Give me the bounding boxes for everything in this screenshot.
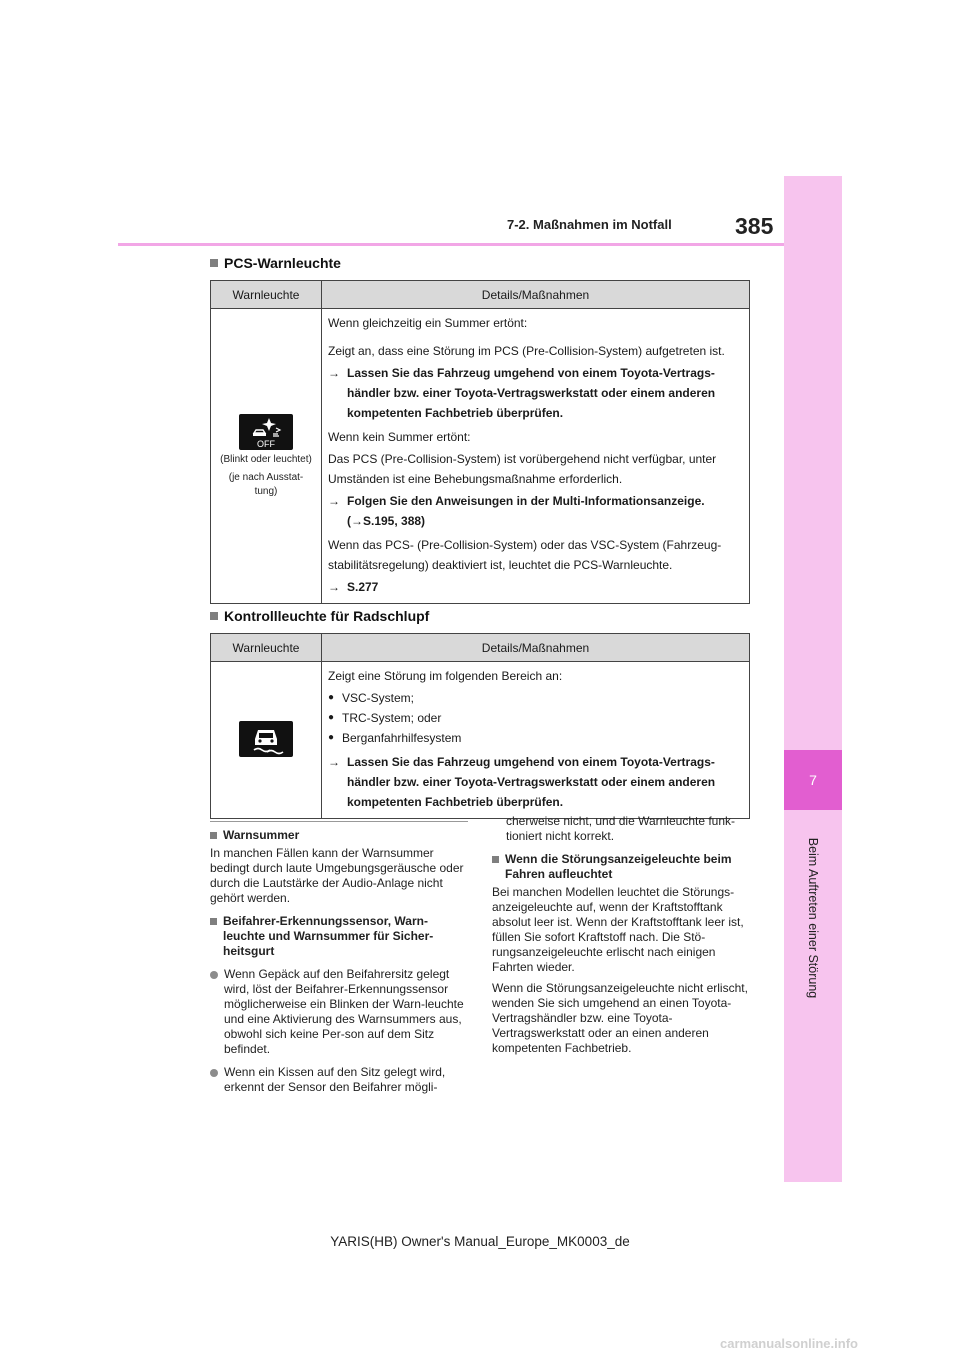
section-title: 7-2. Maßnahmen im Notfall bbox=[507, 217, 672, 232]
action-line bbox=[328, 363, 743, 423]
action-text: Folgen Sie den Anweisungen in der Multi-Informationsanzeige. (→S.195, 388) bbox=[347, 494, 705, 528]
action-text: Lassen Sie das Fahrzeug umgehend von einem Toyota-Vertrags-händler bzw. einer Toyota-Vertragswerkstatt oder einem anderen kompetenten Fachbetrieb überprüfen. bbox=[347, 366, 716, 420]
icon-caption: tung) bbox=[254, 485, 278, 497]
svg-text:OFF: OFF bbox=[257, 438, 275, 449]
list-item-text: Berganfahrhilfesystem bbox=[342, 731, 462, 745]
note-square-icon bbox=[492, 856, 499, 863]
note-heading bbox=[492, 852, 750, 882]
table-row bbox=[211, 309, 750, 604]
arrow-icon: → bbox=[328, 755, 340, 769]
section-heading-text: Kontrollleuchte für Radschlupf bbox=[224, 608, 430, 624]
details-cell bbox=[322, 662, 750, 819]
arrow-icon: → bbox=[328, 580, 340, 594]
column-header: Details/Maßnahmen bbox=[322, 634, 750, 662]
note-square-icon bbox=[210, 918, 217, 925]
bullet-icon: ● bbox=[328, 712, 335, 723]
detail-text: Wenn das PCS- (Pre-Collision-System) oder das VSC-System (Fahrzeug-stabilitätsregelung) deaktiviert ist, leuchtet die PCS-Warnleuchte. bbox=[328, 538, 722, 572]
bullet-circle-icon bbox=[210, 1069, 218, 1077]
note-text: Bei manchen Modellen leuchtet die Störungs-anzeigeleuchte auf, wenn der Kraftstofftank absolut leer ist. Wenn der Kraftstofftank leer ist, füllen Sie sofort Kraftstoff nach. Die Stö-rungsanzeigeleuchte erlischt nach einigen Fahrten wieder. bbox=[492, 885, 744, 974]
table-header-row bbox=[211, 281, 750, 309]
slip-indicator-icon bbox=[239, 721, 293, 757]
note-heading bbox=[210, 828, 468, 843]
icon-caption: (Blinkt oder leuchtet) bbox=[220, 453, 312, 465]
action-line bbox=[328, 577, 743, 597]
header-rule bbox=[118, 243, 784, 246]
notes-divider bbox=[210, 821, 468, 822]
heading-square-icon bbox=[210, 259, 218, 267]
note-heading-text: Beifahrer-Erkennungssensor, Warn-leuchte und Warnsummer für Sicher-heitsgurt bbox=[223, 914, 434, 958]
details-cell bbox=[322, 309, 750, 604]
column-header: Details/Maßnahmen bbox=[322, 281, 750, 309]
notes-right-column bbox=[492, 814, 750, 1062]
note-heading-text: Wenn die Störungsanzeigeleuchte beim Fahren aufleuchtet bbox=[505, 852, 732, 881]
icon-cell bbox=[211, 309, 322, 604]
detail-text: Das PCS (Pre-Collision-System) ist vorübergehend nicht verfügbar, unter Umständen ist eine Behebungsmaßnahme erforderlich. bbox=[328, 452, 717, 486]
list-item-text: TRC-System; oder bbox=[342, 711, 442, 725]
note-text: In manchen Fällen kann der Warnsummer bedingt durch laute Umgebungsgeräusche oder durch die Lautstärke der Audio-Anlage nicht gehört werden. bbox=[210, 846, 464, 905]
list-item-text: VSC-System; bbox=[342, 691, 415, 705]
action-line bbox=[328, 491, 743, 531]
side-tab bbox=[784, 176, 842, 1182]
column-header: Warnleuchte bbox=[211, 634, 322, 662]
chapter-number: 7 bbox=[784, 750, 842, 810]
section-heading-slip bbox=[210, 608, 429, 624]
action-line bbox=[328, 752, 743, 812]
footer-text: YARIS(HB) Owner's Manual_Europe_MK0003_de bbox=[330, 1234, 630, 1249]
section-heading-pcs bbox=[210, 255, 341, 271]
pcs-table bbox=[210, 280, 750, 604]
note-bullet-text: Wenn ein Kissen auf den Sitz gelegt wird, erkennt der Sensor den Beifahrer mögli- bbox=[224, 1065, 446, 1094]
note-heading-text: Warnsummer bbox=[223, 828, 300, 842]
detail-text: Wenn kein Summer ertönt: bbox=[328, 430, 471, 444]
bullet-icon: ● bbox=[328, 732, 335, 743]
arrow-icon: → bbox=[328, 366, 340, 380]
action-text: S.277 bbox=[347, 580, 379, 594]
watermark: carmanualsonline.info bbox=[720, 1336, 858, 1351]
note-heading bbox=[210, 914, 468, 959]
list-item bbox=[328, 688, 743, 708]
section-heading-text: PCS-Warnleuchte bbox=[224, 255, 341, 271]
table-header-row bbox=[211, 634, 750, 662]
chapter-label: Beim Auftreten einer Störung bbox=[806, 837, 820, 999]
note-bullet bbox=[210, 1065, 468, 1095]
heading-square-icon bbox=[210, 612, 218, 620]
pcs-off-icon bbox=[239, 414, 293, 450]
table-row bbox=[211, 662, 750, 819]
note-text: cherweise nicht, und die Warnleuchte funk-tioniert nicht korrekt. bbox=[506, 814, 736, 843]
action-text: Lassen Sie das Fahrzeug umgehend von einem Toyota-Vertrags-händler bzw. einer Toyota-Vertragswerkstatt oder einem anderen kompetenten Fachbetrieb überprüfen. bbox=[347, 755, 716, 809]
note-text: Wenn die Störungsanzeigeleuchte nicht erlischt, wenden Sie sich umgehend an einen Toyota-Vertragshändler bzw. eine Toyota-Vertragswerkstatt oder an einen anderen kompetenten Fachbetrieb. bbox=[492, 981, 748, 1055]
slip-table bbox=[210, 633, 750, 819]
list-item bbox=[328, 708, 743, 728]
list-item bbox=[328, 728, 743, 748]
note-bullet-text: Wenn Gepäck auf den Beifahrersitz gelegt wird, löst der Beifahrer-Erkennungssensor möglicherweise ein Blinken der Warn-leuchte und eine Aktivierung des Warnsummers aus, obwohl sich keine Per-son auf dem Sitz befindet. bbox=[224, 967, 464, 1056]
icon-cell bbox=[211, 662, 322, 819]
note-bullet bbox=[210, 967, 468, 1057]
arrow-icon: → bbox=[328, 494, 340, 508]
notes-left-column bbox=[210, 828, 468, 1095]
page-number: 385 bbox=[735, 213, 774, 239]
note-square-icon bbox=[210, 832, 217, 839]
bullet-icon: ● bbox=[328, 692, 335, 703]
detail-text: Zeigt eine Störung im folgenden Bereich an: bbox=[328, 669, 563, 683]
column-header: Warnleuchte bbox=[211, 281, 322, 309]
icon-caption: (je nach Ausstat- bbox=[228, 471, 304, 483]
detail-text: Zeigt an, dass eine Störung im PCS (Pre-Collision-System) aufgetreten ist. bbox=[328, 344, 725, 358]
detail-text: Wenn gleichzeitig ein Summer ertönt: bbox=[328, 316, 528, 330]
bullet-circle-icon bbox=[210, 971, 218, 979]
